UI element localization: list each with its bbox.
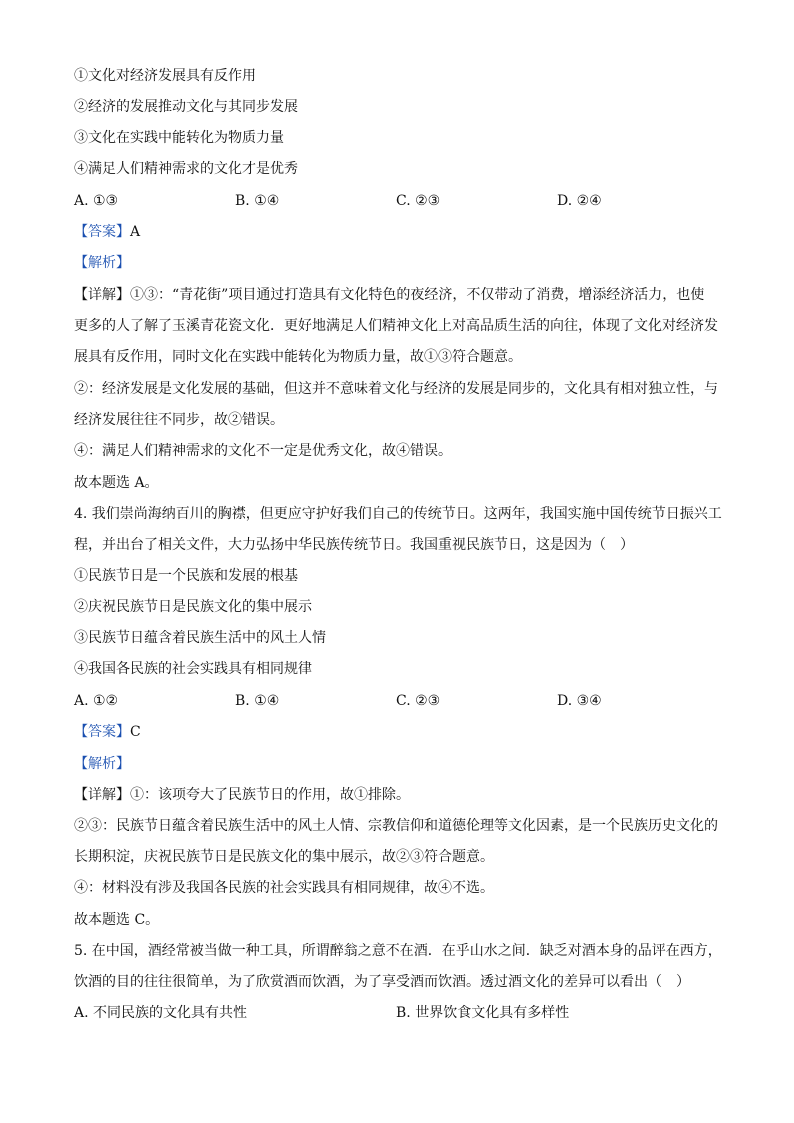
q3-detail-line-3: 展具有反作用，同时文化在实践中能转化为物质力量，故①③符合题意。 — [74, 349, 522, 365]
q3-detail-line-5: 经济发展往往不同步，故②错误。 — [74, 412, 284, 428]
analysis-label: 【解析】 — [74, 756, 130, 772]
detail-label: 【详解】 — [74, 787, 130, 803]
detail-label: 【详解】 — [74, 287, 130, 303]
answer-value: A — [130, 224, 141, 240]
q3-detail-line-6: ④：满足人们精神需求的文化不一定是优秀文化，故④错误。 — [74, 443, 452, 459]
q3-item-2: ②经济的发展推动文化与其同步发展 — [74, 99, 298, 115]
q4-answer — [74, 723, 724, 741]
q3-analysis — [74, 254, 724, 272]
q5-option-a: A. 不同民族的文化具有共性 — [74, 1005, 248, 1021]
q3-detail-line-4: ②：经济发展是文化发展的基础，但这并不意味着文化与经济的发展是同步的，文化具有相对独立性，与 — [74, 381, 718, 397]
q4-option-a: A. ①② — [74, 693, 119, 709]
q4-option-b: B. ①④ — [235, 693, 280, 709]
q5-stem-line-2: 饮酒的目的往往很简单，为了欣赏酒而饮酒，为了享受酒而饮酒。透过酒文化的差异可以看出（ ） — [74, 974, 690, 990]
q4-item-1: ①民族节日是一个民族和发展的根基 — [74, 568, 298, 584]
q3-option-c: C. ②③ — [396, 193, 441, 209]
q4-item-2: ②庆祝民族节日是民族文化的集中展示 — [74, 599, 312, 615]
q3-option-a: A. ①③ — [74, 193, 119, 209]
q4-detail-line-4: ④：材料没有涉及我国各民族的社会实践具有相同规律，故④不选。 — [74, 880, 494, 896]
q4-item-4: ④我国各民族的社会实践具有相同规律 — [74, 661, 312, 677]
q4-conclusion: 故本题选 C。 — [74, 912, 160, 928]
analysis-label: 【解析】 — [74, 255, 130, 271]
q3-detail-line-1 — [74, 286, 724, 304]
q4-analysis — [74, 755, 724, 773]
q3-item-3: ③文化在实践中能转化为物质力量 — [74, 130, 284, 146]
q3-item-4: ④满足人们精神需求的文化才是优秀 — [74, 161, 298, 177]
q5-option-b: B. 世界饮食文化具有多样性 — [396, 1005, 570, 1021]
detail-text: ①：该项夸大了民族节日的作用，故①排除。 — [130, 787, 410, 803]
answer-value: C — [130, 724, 141, 740]
answer-label: 【答案】 — [74, 224, 130, 240]
q3-answer — [74, 223, 724, 241]
q4-option-d: D. ③④ — [557, 693, 602, 709]
q4-detail-line-1 — [74, 786, 724, 804]
q3-option-b: B. ①④ — [235, 193, 280, 209]
q3-detail-line-2: 更多的人了解了玉溪青花瓷文化．更好地满足人们精神文化上对高品质生活的向往，体现了文化对经济发 — [74, 318, 718, 334]
q4-option-c: C. ②③ — [396, 693, 441, 709]
q3-item-1: ①文化对经济发展具有反作用 — [74, 68, 256, 84]
q4-item-3: ③民族节日蕴含着民族生活中的风土人情 — [74, 630, 326, 646]
q4-detail-line-2: ②③：民族节日蕴含着民族生活中的风土人情、宗教信仰和道德伦理等文化因素，是一个民族历史文化的 — [74, 818, 718, 834]
answer-label: 【答案】 — [74, 724, 130, 740]
q5-stem-line-1: 5. 在中国，酒经常被当做一种工具，所谓醉翁之意不在酒．在乎山水之间．缺乏对酒本身的品评在西方， — [74, 943, 722, 959]
q4-stem-line-1: 4. 我们崇尚海纳百川的胸襟，但更应守护好我们自己的传统节日。这两年，我国实施中国传统节日振兴工 — [74, 506, 722, 522]
q3-conclusion: 故本题选 A。 — [74, 475, 159, 491]
q4-stem-line-2: 程，并出台了相关文件，大力弘扬中华民族传统节日。我国重视民族节日，这是因为（ ） — [74, 537, 634, 553]
q4-detail-line-3: 长期积淀，庆祝民族节日是民族文化的集中展示，故②③符合题意。 — [74, 849, 494, 865]
q3-option-d: D. ②④ — [557, 193, 602, 209]
detail-text: ①③：“青花街”项目通过打造具有文化特色的夜经济，不仅带动了消费，增添经济活力，也使 — [130, 287, 705, 303]
